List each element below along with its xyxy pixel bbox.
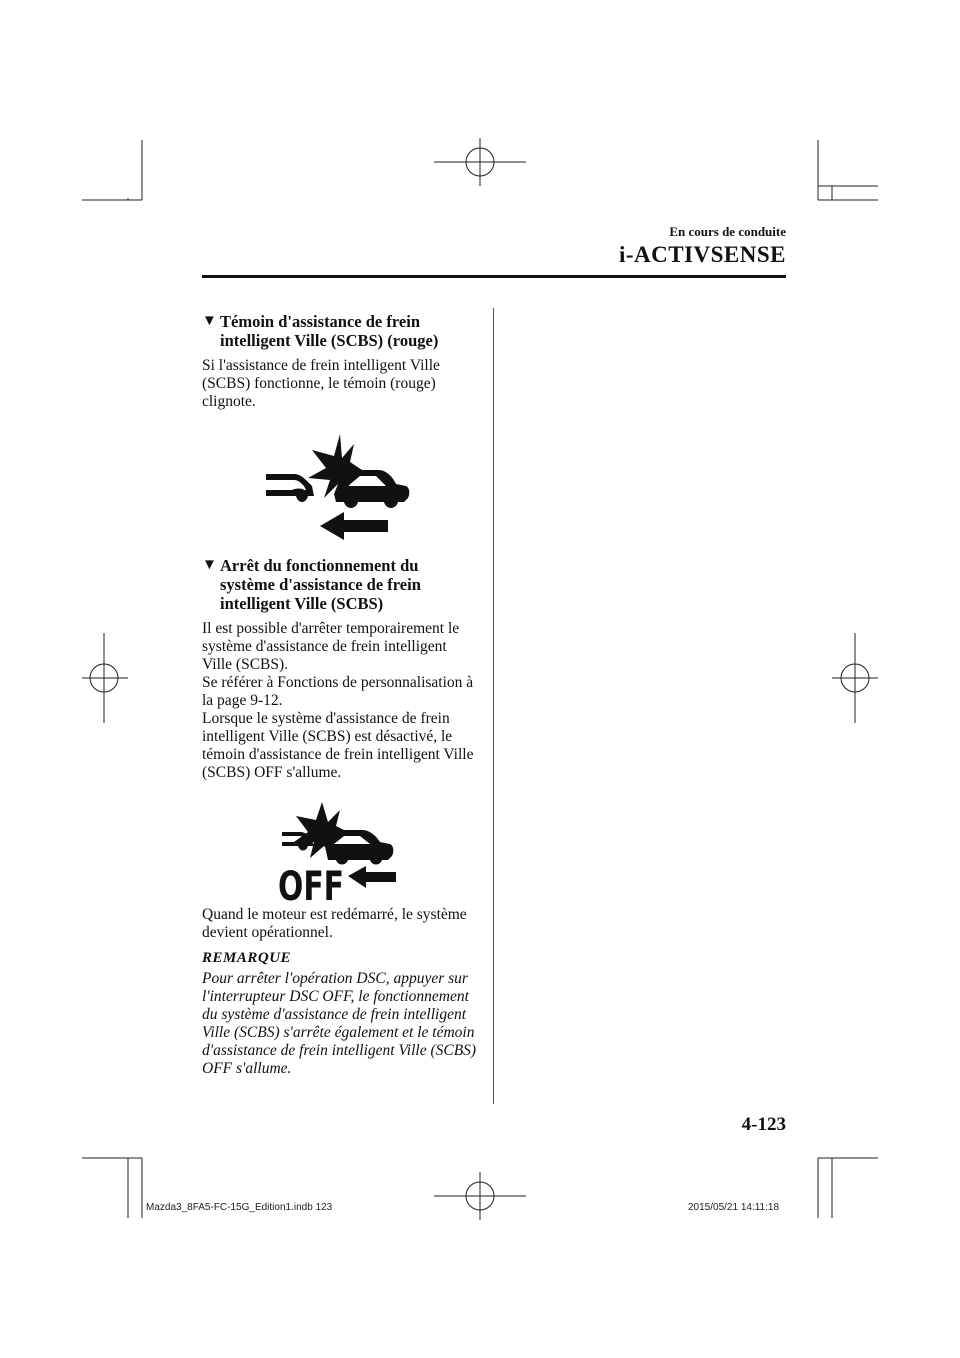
scbs-off-icon [278,802,400,902]
triangle-bullet-icon: ▼ [202,557,217,573]
paragraph: Se référer à Fonctions de personnalisation à la page 9-12. [202,674,474,709]
paragraph: Quand le moteur est redémarré, le système devient opérationnel. [202,906,467,941]
section-heading-scbs-red: ▼ Témoin d'assistance de frein intelligent Ville (SCBS) (rouge) [202,312,439,350]
paragraph: Lorsque le système d'assistance de frein intelligent Ville (SCBS) est désactivé, le témoin d'assistance de frein intelligent Ville (SCBS) OFF s'allume. [202,710,474,781]
section-heading-scbs-off: ▼ Arrêt du fonctionnement du système d'assistance de frein intelligent Ville (SCBS) [202,556,421,613]
page-number: 4-123 [741,1114,786,1135]
note-text: Pour arrêter l'opération DSC, appuyer sur l'interrupteur DSC OFF, le fonctionnement du système d'assistance de frein intelligent Ville (SCBS) s'arrête également et le témoin d'assistance de frein intelligent Ville (SCBS) OFF s'allume. [202,970,477,1077]
note-title: REMARQUE [202,950,292,966]
scbs-warning-icon [264,434,412,542]
footer-file: Mazda3_8FA5-FC-15G_Edition1.indb 123 [146,1202,333,1213]
section-title: i-ACTIVSENSE [618,242,786,267]
paragraph: Si l'assistance de frein intelligent Ville (SCBS) fonctionne, le témoin (rouge) clignote. [202,357,440,410]
triangle-bullet-icon: ▼ [202,313,217,329]
header-rule [202,275,786,278]
paragraph: Il est possible d'arrêter temporairement le système d'assistance de frein intelligent Ville (SCBS). [202,620,460,673]
column-divider [493,308,494,1104]
chapter-title: En cours de conduite [669,224,786,239]
off-label: OFF [278,864,344,902]
footer-timestamp: 2015/05/21 14:11:18 [688,1202,780,1213]
